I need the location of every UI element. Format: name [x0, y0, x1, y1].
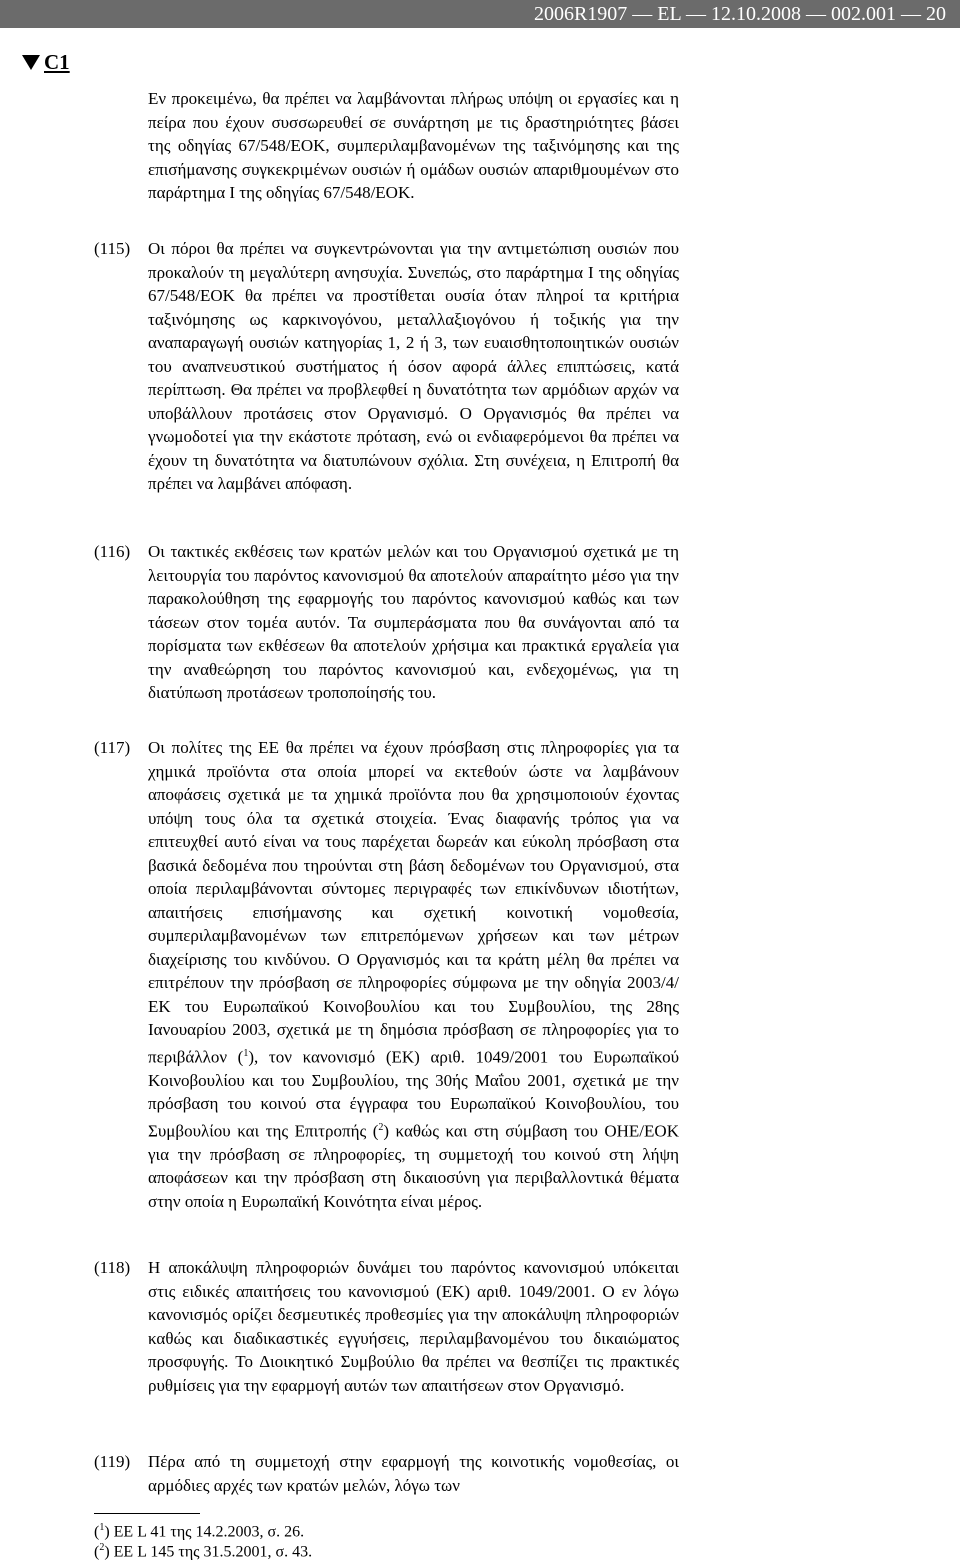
paragraph-number: (116) — [94, 542, 131, 561]
footnote-ref: 1 — [243, 1047, 249, 1059]
footnote-text: ΕΕ L 41 της 14.2.2003, σ. 26. — [113, 1523, 305, 1541]
footnote-ref: 2 — [378, 1121, 384, 1133]
footnote-2: ($^2$) ΕΕ L 145 της 31.5.2001, σ. 43. — [94, 1542, 313, 1561]
triangle-down-icon — [22, 55, 40, 70]
paragraph-119: Πέρα από τη συμμετοχή στην εφαρμογή της κοινοτικής νομοθεσίας, οι αρμόδιες αρχές των κρατών μελών, λόγω των — [148, 1452, 679, 1495]
footnote-1: ($^1$) ΕΕ L 41 της 14.2.2003, σ. 26. — [94, 1522, 305, 1541]
footnote-text: ΕΕ L 145 της 31.5.2001, σ. 43. — [113, 1543, 313, 1561]
corrigendum-code: C1 — [44, 50, 70, 74]
paragraph-text: ) καθώς και στη σύμβαση του ΟΗΕ/ΕΟΚ για την πρόσβαση σε πληροφορίες, τη συμμετοχή του κοινού στη λήψη αποφάσεων και την πρόσβαση στη δικαιοσύνη για περιβαλλοντικά θέματα στην οποία η Ευρωπαϊκή Κοινότητα είναι μέρος. — [148, 1121, 679, 1211]
footnote-mark: 2 — [99, 1542, 105, 1553]
corrigendum-marker — [22, 50, 70, 75]
paragraph-number: (115) — [94, 239, 131, 258]
paragraph-text: ), τον κανονισμό (ΕΚ) αριθ. 1049/2001 του Ευρωπαϊκού Κοινοβουλίου και του Συμβουλίου, της 30ής Μαΐου 2001, σχετικά με την πρόσβαση του κοινού στα έγγραφα του Ευρωπαϊκού Κοινοβουλίου, του Συμβουλίου και της Επιτροπής ( — [148, 1047, 679, 1141]
paragraph-117 — [148, 736, 679, 1213]
paragraph-116: Οι τακτικές εκθέσεις των κρατών μελών και του Οργανισμού σχετικά με τη λειτουργία του παρόντος κανονισμού θα αποτελούν απαραίτητο μέσο για την παρακολούθηση της εφαρμογής του παρόντος κανονισμού καθώς και των τάσεων στον τομέα αυτόν. Τα συμπεράσματα που θα συνάγονται από τα πορίσματα των εκθέσεων θα αποτελούν χρήσιμα και πρακτικά εργαλεία για την αναθεώρηση του παρόντος κανονισμού και, ενδεχομένως, για τη διατύπωση προτάσεων τροποποίησής του. — [148, 542, 679, 702]
paragraph-continuation: Εν προκειμένω, θα πρέπει να λαμβάνονται πλήρως υπόψη οι εργασίες και η πείρα που έχουν συσσωρευθεί σε συνάρτηση με τις δραστηριότητες βάσει της οδηγίας 67/548/ΕΟΚ, συμπεριλαμβανομένων της ταξινόμησης και της επισήμανσης συγκεκριμένων ουσιών ή ομάδων ουσιών απαριθμουμένων στο παράρτημα I της οδηγίας 67/548/ΕΟΚ. — [148, 89, 679, 202]
footnote-mark: 1 — [99, 1522, 105, 1533]
paragraph-text: Οι πολίτες της ΕΕ θα πρέπει να έχουν πρόσβαση στις πληροφορίες για τα χημικά προϊόντα στα οποία μπορεί να εκτεθούν ώστε να λαμβάνουν αποφάσεις σχετικά με τα χημικά προϊόντα που θα χρησιμοποιούν έχοντας υπόψη τους όλα τα σχετικά στοιχεία. Ένας διαφανής τρόπος για να επιτευχθεί αυτό είναι να τους παρέχεται δωρεάν και εύκολη πρόσβαση στα βασικά δεδομένα που τηρούνται στη βάση δεδομένων του Οργανισμού, στα οποία περιλαμβάνονται σύντομες περιγραφές των επικίνδυνων ιδιοτήτων, απαιτήσεις επισήμανσης και σχετική κοινοτική νομοθεσία, συμπεριλαμβανομένων των επιτρεπόμενων χρήσεων και των μέτρων διαχείρισης του κινδύνου. Ο Οργανισμός και τα κράτη μέλη θα πρέπει να επιτρέπουν την πρόσβαση σε πληροφορίες σύμφωνα με την οδηγία 2003/4/ΕΚ του Ευρωπαϊκού Κοινοβουλίου και του Συμβουλίου, της 28ης Ιανουαρίου 2003, σχετικά με τη δημόσια πρόσβαση σε πληροφορίες για το περιβάλλον ( — [148, 738, 679, 1067]
paragraph-118: Η αποκάλυψη πληροφοριών δυνάμει του παρόντος κανονισμού υπόκειται στις ειδικές απαιτήσεις του κανονισμού (ΕΚ) αριθ. 1049/2001. Ο εν λόγω κανονισμός ορίζει δεσμευτικές προθεσμίες για την αποκάλυψη πληροφοριών καθώς και διαδικαστικές εγγυήσεις, περιλαμβανομένου του δικαιώματος προσφυγής. Το Διοικητικό Συμβούλιο θα πρέπει να θεσπίζει τις πρακτικές ρυθμίσεις για την εφαρμογή αυτών των απαιτήσεων στον Οργανισμό. — [148, 1258, 679, 1395]
footnote-divider — [94, 1513, 200, 1514]
paragraph-115: Οι πόροι θα πρέπει να συγκεντρώνονται για την αντιμετώπιση ουσιών που προκαλούν τη μεγαλύτερη ανησυχία. Συνεπώς, στο παράρτημα I της οδηγίας 67/548/ΕΟΚ θα πρέπει να προστίθεται ουσία όταν πληροί τα κριτήρια ταξινόμησης ως καρκινογόνου, μεταλλαξιογόνου ή τοξικής για την αναπαραγωγή ουσιών κατηγορίας 1, 2 ή 3, των ευαισθητοποιητικών ουσιών του αναπνευστικού συστήματος ή όσον αφορά άλλες επιπτώσεις, κατά περίπτωση. Θα πρέπει να προβλεφθεί η δυνατότητα των αρμόδιων αρχών να υποβάλλουν προτάσεις στον Οργανισμό. Ο Οργανισμός θα πρέπει να γνωμοδοτεί για την εκάστοτε πρόταση, ενώ οι ενδιαφερόμενοι θα πρέπει να έχουν τη δυνατότητα να διατυπώνουν σχόλια. Στη συνέχεια, η Επιτροπή θα πρέπει να λαμβάνει απόφαση. — [148, 239, 679, 493]
document-header-text: 2006R1907 — EL — 12.10.2008 — 002.001 — 20 — [533, 3, 946, 25]
paragraph-number: (119) — [94, 1452, 131, 1471]
paragraph-number: (118) — [94, 1258, 131, 1277]
paragraph-number: (117) — [94, 738, 131, 757]
document-header-bar — [0, 0, 960, 28]
